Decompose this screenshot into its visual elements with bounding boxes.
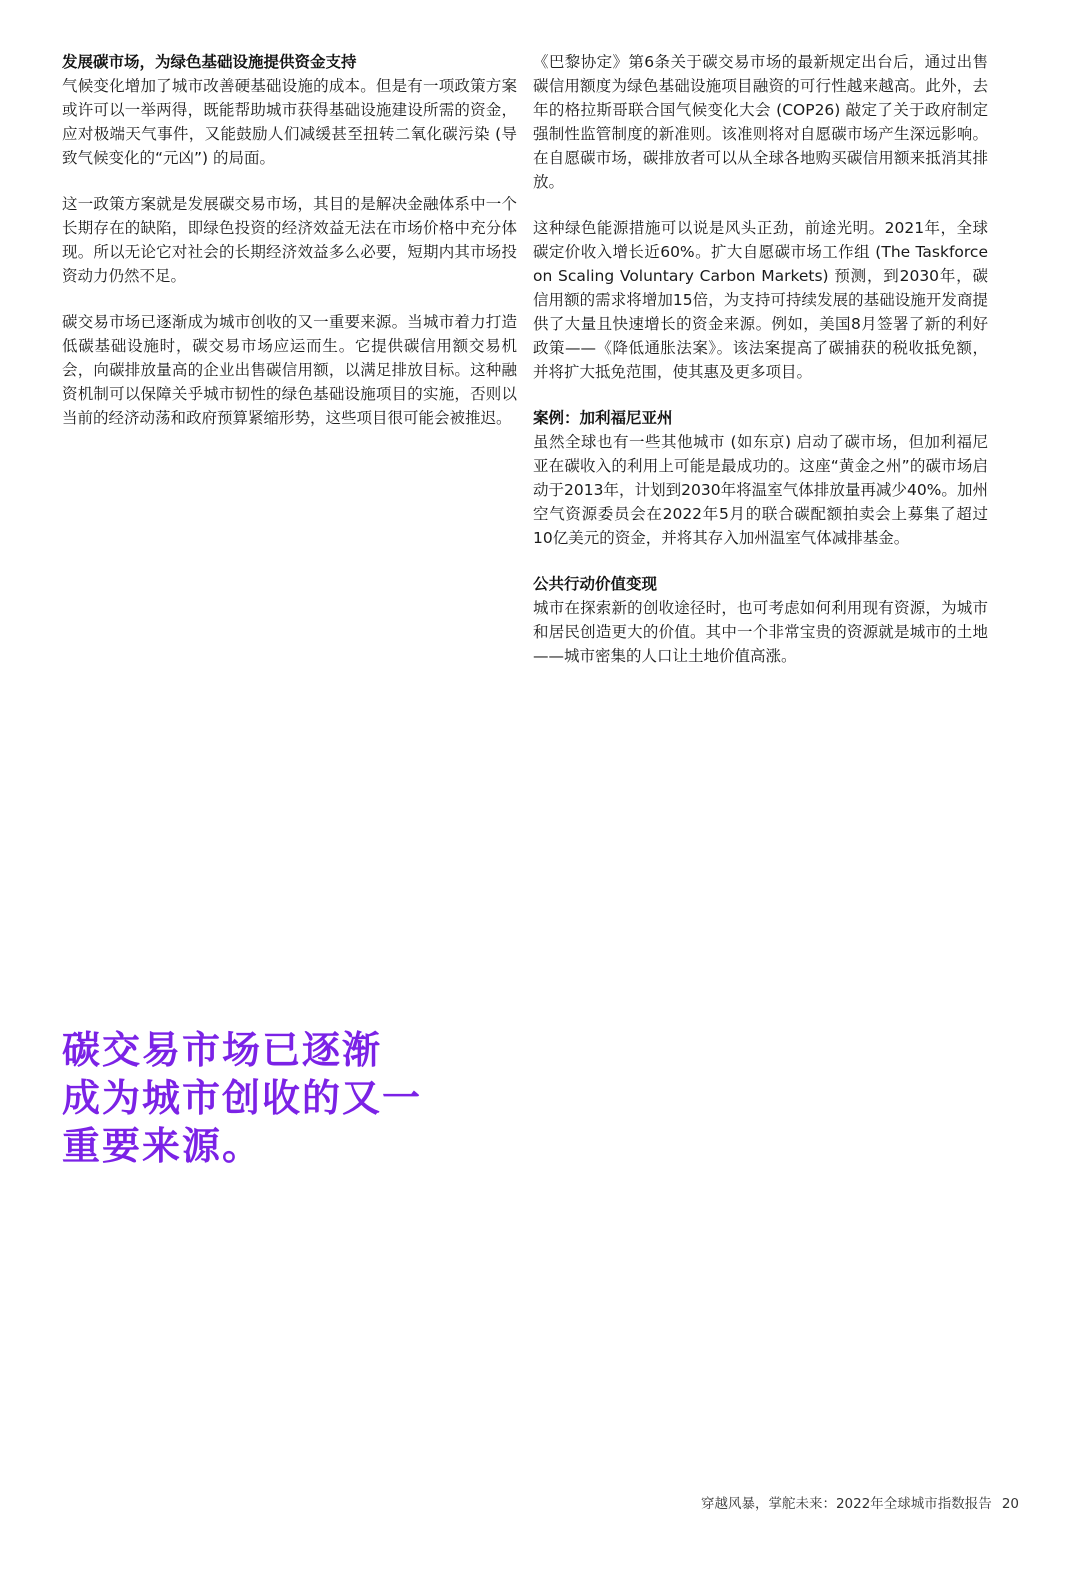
pull-quote-line: 碳交易市场已逐渐 (62, 1028, 383, 1072)
section-california-case (533, 406, 988, 550)
body-paragraph: 碳交易市场已逐渐成为城市创收的又一重要来源。当城市着力打造低碳基础设施时，碳交易市场应运而生。它提供碳信用额交易机会，向碳排放量高的企业出售碳信用额，以满足排放目标。这种融资机制可以保障关乎城市韧性的绿色基础设施项目的实施，否则以当前的经济动荡和政府预算紧缩形势，这些项目很可能会被推迟。 (62, 313, 517, 427)
right-column (533, 50, 988, 690)
page-footer (701, 1492, 1019, 1512)
section-heading: 公共行动价值变现 (533, 575, 658, 593)
left-column (62, 50, 517, 452)
pull-quote-line: 成为城市创收的又一 (62, 1076, 423, 1120)
page-number: 20 (1001, 1496, 1019, 1512)
body-paragraph: 气候变化增加了城市改善硬基础设施的成本。但是有一项政策方案或许可以一举两得，既能帮助城市获得基础设施建设所需的资金，应对极端天气事件，又能鼓励人们减缓甚至扭转二氧化碳污染 (导致气候变化的“元凶”) 的局面。 (62, 77, 517, 167)
body-paragraph: 《巴黎协定》第6条关于碳交易市场的最新规定出台后，通过出售碳信用额度为绿色基础设施项目融资的可行性越来越高。此外，去年的格拉斯哥联合国气候变化大会 (COP26) 敲定了关于政府制定强制性监管制度的新准则。该准则将对自愿碳市场产生深远影响。 在自愿碳市场，碳排放者可以从全球各地购买碳信用额来抵消其排放。 (533, 53, 988, 191)
section-public-action-value (533, 572, 988, 668)
pull-quote-line: 重要来源。 (62, 1124, 263, 1168)
section-heading: 案例：加利福尼亚州 (533, 409, 673, 427)
section-carbon-market (62, 50, 517, 170)
body-paragraph: 这一政策方案就是发展碳交易市场，其目的是解决金融体系中一个长期存在的缺陷，即绿色投资的经济效益无法在市场价格中充分体现。所以无论它对社会的长期经济效益多么必要，短期内其市场投资动力仍然不足。 (62, 195, 517, 285)
section-heading: 发展碳市场，为绿色基础设施提供资金支持 (62, 53, 357, 71)
body-paragraph: 城市在探索新的创收途径时，也可考虑如何利用现有资源，为城市和居民创造更大的价值。其中一个非常宝贵的资源就是城市的土地——城市密集的人口让土地价值高涨。 (533, 599, 988, 665)
pull-quote (62, 1026, 442, 1170)
body-paragraph: 虽然全球也有一些其他城市 (如东京) 启动了碳市场，但加利福尼亚在碳收入的利用上可能是最成功的。这座“黄金之州”的碳市场启动于2013年，计划到2030年将温室气体排放量再减少40%。加州空气资源委员会在2022年5月的联合碳配额拍卖会上募集了超过10亿美元的资金，并将其存入加州温室气体减排基金。 (533, 433, 988, 547)
report-title: 穿越风暴，掌舵未来：2022年全球城市指数报告 (700, 1496, 992, 1512)
body-paragraph: 这种绿色能源措施可以说是风头正劲，前途光明。2021年，全球碳定价收入增长近60%。扩大自愿碳市场工作组 (The Taskforce on Scaling Voluntary Carbon Markets) 预测，到2030年，碳信用额的需求将增加15倍，为支持可持续发展的基础设施开发商提供了大量且快速增长的资金来源。例如，美国8月签署了新的利好政策——《降低通胀法案》。该法案提高了碳捕获的税收抵免额，并将扩大抵免范围，使其惠及更多项目。 (533, 219, 988, 381)
